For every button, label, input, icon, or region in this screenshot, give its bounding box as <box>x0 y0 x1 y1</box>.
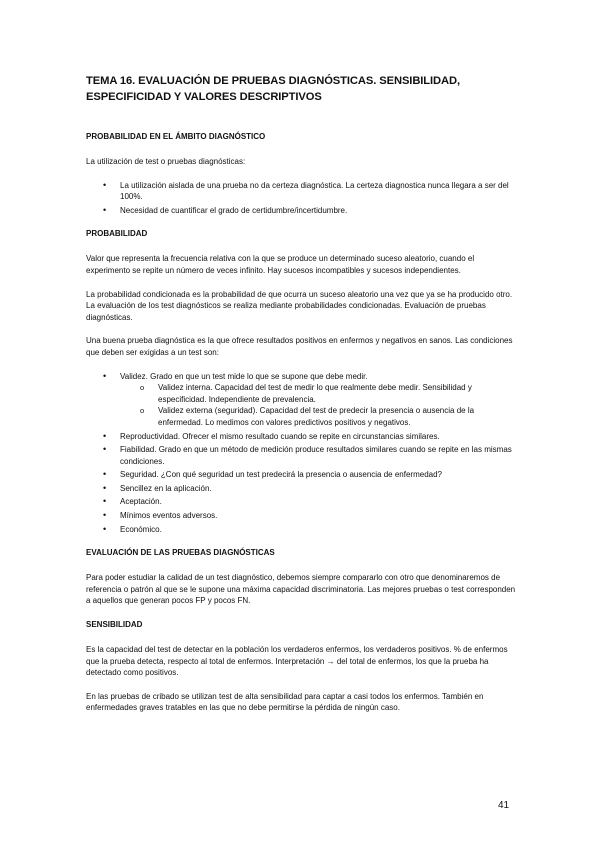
sub-list-item: o Validez interna. Capacidad del test de medir lo que realmente debe medir. Sensibilidad y especificidad. Independiente de prevalencia. <box>120 382 518 405</box>
document-title: TEMA 16. EVALUACIÓN DE PRUEBAS DIAGNÓSTICAS. SENSIBILIDAD, ESPECIFICIDAD Y VALORES DESCRIPTIVOS <box>86 75 460 103</box>
paragraph-probabilidad-condicionada: La probabilidad condicionada es la probabilidad de que ocurra un suceso aleatorio una vez que ya se ha producido otro. La evaluación de los test diagnósticos se realiza mediante probabilidades condicionadas. Evaluación de pruebas diagnósticas. <box>86 289 513 322</box>
sub-list-validez <box>120 382 518 428</box>
paragraph-buena-prueba: Una buena prueba diagnóstica es la que ofrece resultados positivos en enfermos y negativos en sanos. Las condiciones que deben ser exigidas a un test son: <box>86 336 513 357</box>
list-item: • Necesidad de cuantificar el grado de certidumbre/incertidumbre. <box>86 205 518 217</box>
bullet-list-diagnosticas <box>86 180 518 217</box>
list-item: • Sencillez en la aplicación. <box>86 483 518 495</box>
paragraph-sensibilidad-def: Es la capacidad del test de detectar en la población los verdaderos enfermos, los verdaderos positivos. % de enfermos que la prueba detecta, respecto al total de enfermos. Interpretación → del total de enfermos, los que la prueba ha detectado como positivos. <box>86 645 508 678</box>
paragraph-probabilidad-def: Valor que representa la frecuencia relativa con la que se produce un determinado suceso aleatorio, cuando el experimento se repite un número de veces infinito. Hay sucesos incompatibles y sucesos independientes. <box>86 254 475 275</box>
section-heading-sensibilidad: SENSIBILIDAD <box>86 620 143 630</box>
page-content <box>86 73 518 726</box>
section-heading-probabilidad-ambito: PROBABILIDAD EN EL ÁMBITO DIAGNÓSTICO <box>86 132 266 141</box>
sub-list-item: o Validez externa (seguridad). Capacidad del test de predecir la presencia o ausencia de la enfermedad. Lo medimos con valores predictivos positivos y negativos. <box>120 405 518 428</box>
list-item-validez <box>86 371 518 429</box>
list-item: • Mínimos eventos adversos. <box>86 510 518 522</box>
list-item: • Seguridad. ¿Con qué seguridad un test predecirá la presencia o ausencia de enfermedad? <box>86 469 518 481</box>
bullet-list-condiciones <box>86 371 518 536</box>
paragraph-evaluacion: Para poder estudiar la calidad de un test diagnóstico, debemos siempre compararlo con otro que denominaremos de referencia o patrón al que se le supone una máxima capacidad discriminatoria. Las mejores pruebas o test corresponden a aquellos que generan pocos FP y pocos FN. <box>86 573 516 606</box>
page-number: 41 <box>498 800 510 811</box>
paragraph-intro: La utilización de test o pruebas diagnósticas: <box>86 157 246 166</box>
list-item: • Fiabilidad. Grado en que un método de medición produce resultados similares cuando se repite en las mismas condiciones. <box>86 444 518 467</box>
list-item: • Aceptación. <box>86 496 518 508</box>
section-heading-probabilidad: PROBABILIDAD <box>86 229 148 239</box>
section-heading-evaluacion: EVALUACIÓN DE LAS PRUEBAS DIAGNÓSTICAS <box>86 548 275 558</box>
paragraph-cribado: En las pruebas de cribado se utilizan test de alta sensibilidad para captar a casi todos los enfermos. También en enfermedades graves tratables en las que no debe permitirse la pérdida de ningún caso. <box>86 691 484 713</box>
list-item-text: Validez. Grado en que un test mide lo que se supone que debe medir. <box>120 371 368 381</box>
list-item: • Económico. <box>86 524 518 536</box>
list-item: • La utilización aislada de una prueba no da certeza diagnóstica. La certeza diagnostica nunca llegara a ser del 100%. <box>86 180 518 203</box>
list-item: • Reproductividad. Ofrecer el mismo resultado cuando se repite en circunstancias similares. <box>86 431 518 443</box>
